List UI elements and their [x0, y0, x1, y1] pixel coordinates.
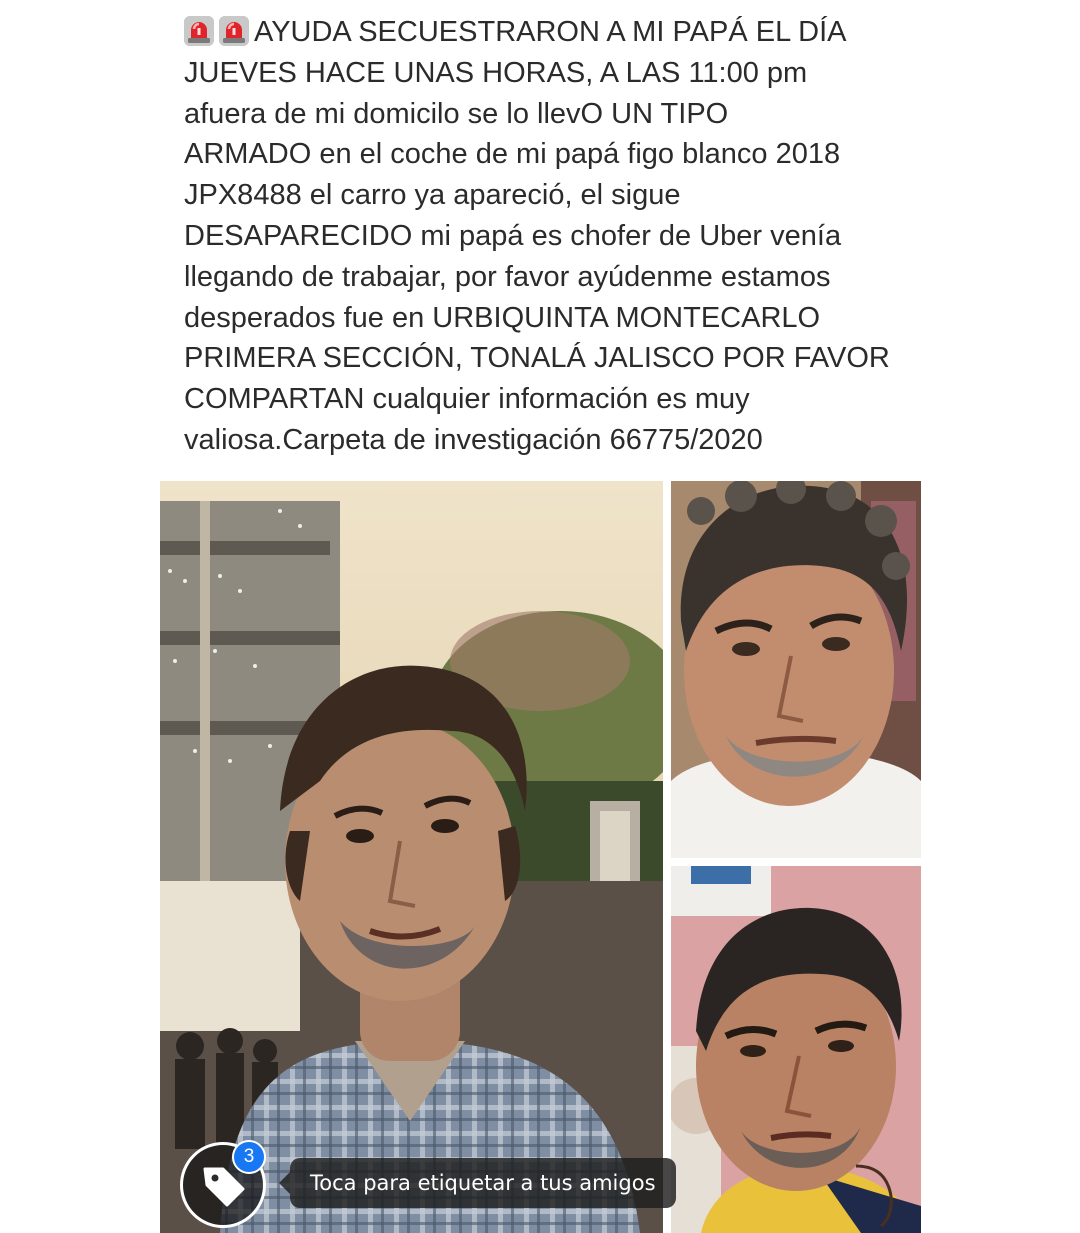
tag-count-badge: 3 — [232, 1140, 266, 1174]
person-photo-top-right — [671, 481, 921, 858]
post-line-10: COMPARTAN cualquier información es muy — [184, 383, 750, 416]
post-line-2: JUEVES HACE UNAS HORAS, A LAS 11:00 pm — [184, 56, 808, 89]
post-line-7: llegando de trabajar, por favor ayúdenme estamos — [184, 260, 831, 293]
post-line-11: valiosa.Carpeta de investigación 66775/2020 — [184, 423, 763, 456]
post-line-6: DESAPARECIDO mi papá es chofer de Uber venía — [184, 219, 842, 252]
tag-friends-tooltip: Toca para etiquetar a tus amigos — [290, 1158, 676, 1208]
photo-top-right[interactable] — [671, 481, 921, 858]
siren-emoji-icon — [184, 16, 214, 46]
post-line-8: desperados fue en URBIQUINTA MONTECARLO — [184, 301, 821, 334]
post-line-5: JPX8488 el carro ya apareció, el sigue — [184, 179, 681, 212]
post-line-9: PRIMERA SECCIÓN, TONALÁ JALISCO POR FAVOR — [184, 342, 890, 375]
post-line-1 — [184, 12, 924, 53]
photo-main[interactable] — [160, 481, 663, 1233]
person-photo-bottom-right — [671, 866, 921, 1233]
post-text — [184, 12, 924, 461]
post-line-4: ARMADO en el coche de mi papá figo blanco 2018 — [184, 138, 841, 171]
siren-emoji-icon — [219, 16, 249, 46]
post-line-3: afuera de mi domicilo se lo llevO UN TIPO — [184, 97, 729, 130]
person-photo-main — [160, 481, 663, 1233]
post-line-text: AYUDA SECUESTRARON A MI PAPÁ EL DÍA — [254, 16, 847, 48]
photo-bottom-right[interactable] — [671, 866, 921, 1233]
